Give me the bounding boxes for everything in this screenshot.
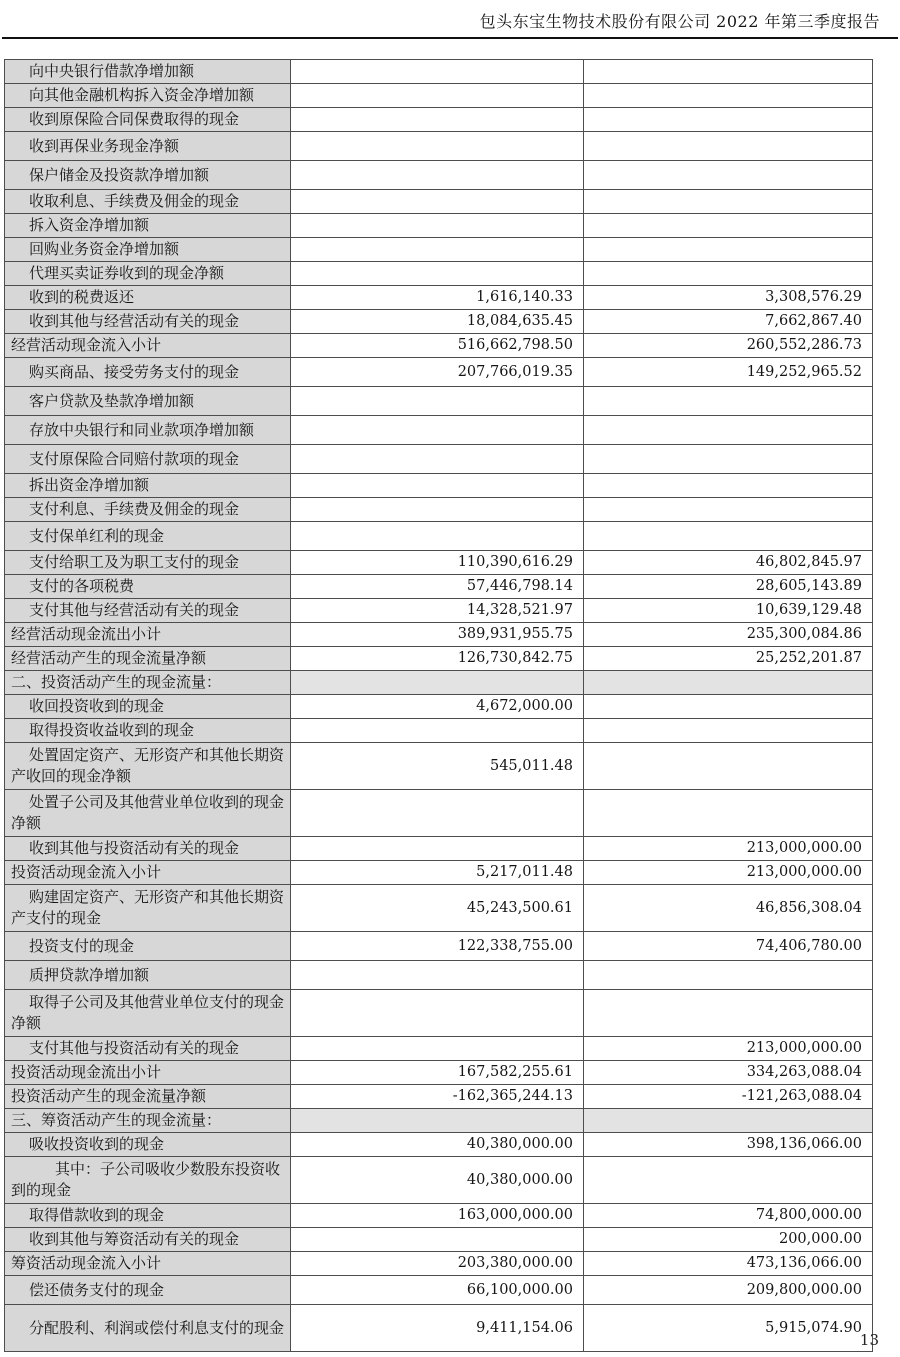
row-value-prior-period: 200,000.00 [584, 1228, 873, 1252]
row-value-current-period [291, 498, 584, 522]
table-row [5, 575, 873, 599]
table-row [5, 416, 873, 445]
row-label: 收到其他与投资活动有关的现金 [5, 837, 291, 861]
table-row [5, 961, 873, 990]
row-value-current-period [291, 445, 584, 474]
row-value-current-period [291, 719, 584, 743]
row-value-current-period [291, 790, 584, 837]
row-value-prior-period [584, 695, 873, 719]
row-value-prior-period: -121,263,088.04 [584, 1085, 873, 1109]
table-row [5, 60, 873, 84]
row-label: 收到其他与经营活动有关的现金 [5, 310, 291, 334]
row-value-current-period: 9,411,154.06 [291, 1305, 584, 1352]
row-label: 投资活动现金流出小计 [5, 1061, 291, 1085]
row-value-prior-period [584, 671, 873, 695]
table-row [5, 262, 873, 286]
row-value-prior-period: 10,639,129.48 [584, 599, 873, 623]
row-label: 质押贷款净增加额 [5, 961, 291, 990]
cash-flow-table-body [5, 60, 873, 1352]
row-value-prior-period [584, 214, 873, 238]
table-row [5, 132, 873, 161]
table-row [5, 84, 873, 108]
row-label: 投资活动产生的现金流量净额 [5, 1085, 291, 1109]
row-value-current-period: 14,328,521.97 [291, 599, 584, 623]
table-row [5, 1157, 873, 1204]
row-value-current-period: 207,766,019.35 [291, 358, 584, 387]
table-row [5, 334, 873, 358]
row-label: 购买商品、接受劳务支付的现金 [5, 358, 291, 387]
row-value-prior-period [584, 990, 873, 1037]
row-value-prior-period: 25,252,201.87 [584, 647, 873, 671]
row-value-prior-period [584, 445, 873, 474]
row-value-prior-period [584, 262, 873, 286]
row-value-current-period [291, 474, 584, 498]
table-row [5, 599, 873, 623]
table-row [5, 671, 873, 695]
row-value-current-period: 1,616,140.33 [291, 286, 584, 310]
row-label: 客户贷款及垫款净增加额 [5, 387, 291, 416]
row-value-current-period: 18,084,635.45 [291, 310, 584, 334]
row-label: 回购业务资金净增加额 [5, 238, 291, 262]
row-value-prior-period [584, 416, 873, 445]
row-value-current-period: 122,338,755.00 [291, 932, 584, 961]
row-value-prior-period [584, 1109, 873, 1133]
table-row [5, 1305, 873, 1352]
row-label: 分配股利、利润或偿付利息支付的现金 [5, 1305, 291, 1352]
row-label: 收到其他与筹资活动有关的现金 [5, 1228, 291, 1252]
row-value-current-period: 4,672,000.00 [291, 695, 584, 719]
table-row [5, 647, 873, 671]
table-row [5, 214, 873, 238]
row-label: 收到的税费返还 [5, 286, 291, 310]
row-value-current-period [291, 84, 584, 108]
row-value-current-period [291, 522, 584, 551]
page-number: 13 [859, 1331, 879, 1349]
table-row [5, 1109, 873, 1133]
row-value-current-period [291, 671, 584, 695]
table-row [5, 522, 873, 551]
row-value-prior-period [584, 387, 873, 416]
row-label: 经营活动现金流入小计 [5, 334, 291, 358]
row-value-prior-period: 209,800,000.00 [584, 1276, 873, 1305]
row-value-current-period: 167,582,255.61 [291, 1061, 584, 1085]
table-row [5, 387, 873, 416]
row-value-prior-period: 213,000,000.00 [584, 861, 873, 885]
row-value-current-period [291, 990, 584, 1037]
row-value-current-period [291, 1109, 584, 1133]
row-value-current-period [291, 132, 584, 161]
report-header-title: 包头东宝生物技术股份有限公司 2022 年第三季度报告 [479, 12, 880, 31]
table-row [5, 190, 873, 214]
table-row [5, 990, 873, 1037]
table-row [5, 474, 873, 498]
row-value-prior-period [584, 60, 873, 84]
table-row [5, 885, 873, 932]
table-row [5, 1085, 873, 1109]
table-row [5, 310, 873, 334]
table-row [5, 719, 873, 743]
table-row [5, 1276, 873, 1305]
row-value-prior-period: 235,300,084.86 [584, 623, 873, 647]
row-label: 支付其他与投资活动有关的现金 [5, 1037, 291, 1061]
table-row [5, 1252, 873, 1276]
row-value-prior-period: 213,000,000.00 [584, 1037, 873, 1061]
row-value-prior-period [584, 961, 873, 990]
row-label: 支付原保险合同赔付款项的现金 [5, 445, 291, 474]
row-label: 支付保单红利的现金 [5, 522, 291, 551]
row-value-current-period: 57,446,798.14 [291, 575, 584, 599]
cash-flow-statement-table [4, 59, 873, 1352]
table-row [5, 358, 873, 387]
table-row [5, 551, 873, 575]
row-label: 收到原保险合同保费取得的现金 [5, 108, 291, 132]
row-value-current-period: 66,100,000.00 [291, 1276, 584, 1305]
row-value-current-period [291, 837, 584, 861]
row-label: 筹资活动现金流入小计 [5, 1252, 291, 1276]
row-value-prior-period [584, 474, 873, 498]
row-label: 保户储金及投资款净增加额 [5, 161, 291, 190]
table-row [5, 286, 873, 310]
row-value-current-period: 203,380,000.00 [291, 1252, 584, 1276]
row-value-prior-period: 473,136,066.00 [584, 1252, 873, 1276]
row-value-current-period: 5,217,011.48 [291, 861, 584, 885]
row-value-prior-period [584, 238, 873, 262]
row-value-prior-period: 5,915,074.90 [584, 1305, 873, 1352]
row-value-current-period [291, 416, 584, 445]
row-value-current-period: 516,662,798.50 [291, 334, 584, 358]
row-value-current-period [291, 108, 584, 132]
row-label: 经营活动现金流出小计 [5, 623, 291, 647]
row-value-current-period [291, 387, 584, 416]
row-value-prior-period [584, 498, 873, 522]
row-label: 支付的各项税费 [5, 575, 291, 599]
table-row [5, 1061, 873, 1085]
row-value-current-period [291, 1037, 584, 1061]
row-label: 处置子公司及其他营业单位收到的现金净额 [5, 790, 291, 837]
row-value-current-period [291, 1228, 584, 1252]
row-value-current-period: 163,000,000.00 [291, 1204, 584, 1228]
row-value-prior-period [584, 790, 873, 837]
row-value-current-period: 389,931,955.75 [291, 623, 584, 647]
row-label: 二、投资活动产生的现金流量： [5, 671, 291, 695]
row-value-prior-period: 74,406,780.00 [584, 932, 873, 961]
table-row [5, 623, 873, 647]
row-label: 向中央银行借款净增加额 [5, 60, 291, 84]
row-label: 经营活动产生的现金流量净额 [5, 647, 291, 671]
row-label: 其中：子公司吸收少数股东投资收到的现金 [5, 1157, 291, 1204]
row-label: 投资支付的现金 [5, 932, 291, 961]
table-row [5, 1037, 873, 1061]
row-label: 拆出资金净增加额 [5, 474, 291, 498]
row-value-current-period: 45,243,500.61 [291, 885, 584, 932]
row-value-current-period: 110,390,616.29 [291, 551, 584, 575]
row-value-prior-period: 28,605,143.89 [584, 575, 873, 599]
row-value-prior-period [584, 84, 873, 108]
row-label: 购建固定资产、无形资产和其他长期资产支付的现金 [5, 885, 291, 932]
row-label: 收取利息、手续费及佣金的现金 [5, 190, 291, 214]
row-value-current-period: 126,730,842.75 [291, 647, 584, 671]
table-row [5, 108, 873, 132]
row-label: 支付给职工及为职工支付的现金 [5, 551, 291, 575]
row-value-prior-period: 334,263,088.04 [584, 1061, 873, 1085]
row-value-prior-period [584, 1157, 873, 1204]
row-label: 三、筹资活动产生的现金流量： [5, 1109, 291, 1133]
row-value-prior-period [584, 522, 873, 551]
row-label: 投资活动现金流入小计 [5, 861, 291, 885]
row-value-prior-period: 7,662,867.40 [584, 310, 873, 334]
row-value-prior-period: 213,000,000.00 [584, 837, 873, 861]
row-value-prior-period: 46,856,308.04 [584, 885, 873, 932]
row-label: 拆入资金净增加额 [5, 214, 291, 238]
row-label: 吸收投资收到的现金 [5, 1133, 291, 1157]
row-label: 代理买卖证券收到的现金净额 [5, 262, 291, 286]
table-row [5, 238, 873, 262]
row-value-current-period: 40,380,000.00 [291, 1133, 584, 1157]
row-label: 取得子公司及其他营业单位支付的现金净额 [5, 990, 291, 1037]
row-label: 偿还债务支付的现金 [5, 1276, 291, 1305]
table-row [5, 932, 873, 961]
row-label: 取得借款收到的现金 [5, 1204, 291, 1228]
table-row [5, 861, 873, 885]
row-value-current-period [291, 161, 584, 190]
row-label: 向其他金融机构拆入资金净增加额 [5, 84, 291, 108]
row-value-prior-period [584, 743, 873, 790]
row-label: 支付利息、手续费及佣金的现金 [5, 498, 291, 522]
row-value-prior-period [584, 719, 873, 743]
row-value-prior-period: 46,802,845.97 [584, 551, 873, 575]
row-value-current-period [291, 60, 584, 84]
row-value-prior-period: 398,136,066.00 [584, 1133, 873, 1157]
row-value-current-period [291, 190, 584, 214]
row-value-prior-period [584, 108, 873, 132]
row-value-prior-period: 3,308,576.29 [584, 286, 873, 310]
row-value-current-period [291, 961, 584, 990]
row-value-current-period [291, 214, 584, 238]
row-label: 取得投资收益收到的现金 [5, 719, 291, 743]
row-label: 存放中央银行和同业款项净增加额 [5, 416, 291, 445]
table-row [5, 790, 873, 837]
row-label: 处置固定资产、无形资产和其他长期资产收回的现金净额 [5, 743, 291, 790]
row-value-current-period: 40,380,000.00 [291, 1157, 584, 1204]
row-value-current-period [291, 262, 584, 286]
table-row [5, 837, 873, 861]
table-row [5, 1228, 873, 1252]
row-label: 收回投资收到的现金 [5, 695, 291, 719]
row-value-prior-period [584, 132, 873, 161]
table-row [5, 743, 873, 790]
row-value-prior-period [584, 190, 873, 214]
row-label: 支付其他与经营活动有关的现金 [5, 599, 291, 623]
table-row [5, 498, 873, 522]
row-value-prior-period: 74,800,000.00 [584, 1204, 873, 1228]
header-rule [2, 37, 898, 39]
row-value-prior-period: 149,252,965.52 [584, 358, 873, 387]
row-value-current-period: -162,365,244.13 [291, 1085, 584, 1109]
table-row [5, 695, 873, 719]
row-value-current-period: 545,011.48 [291, 743, 584, 790]
table-row [5, 1133, 873, 1157]
row-label: 收到再保业务现金净额 [5, 132, 291, 161]
row-value-prior-period [584, 161, 873, 190]
table-row [5, 161, 873, 190]
row-value-prior-period: 260,552,286.73 [584, 334, 873, 358]
row-value-current-period [291, 238, 584, 262]
table-row [5, 1204, 873, 1228]
table-row [5, 445, 873, 474]
